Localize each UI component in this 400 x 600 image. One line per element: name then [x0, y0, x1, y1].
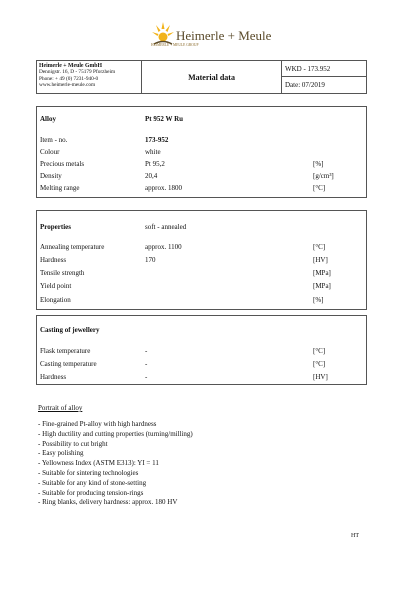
row-value: - — [145, 360, 148, 368]
row-unit: [°C] — [313, 243, 326, 251]
row-value: Pt 95,2 — [145, 160, 165, 168]
row-label: Casting temperature — [40, 360, 97, 368]
list-item: - Yellowness Index (ASTM E313): YI = 11 — [38, 459, 159, 468]
properties-row — [37, 254, 366, 266]
list-item: - Possibility to cut bright — [38, 439, 108, 448]
casting-row — [37, 358, 366, 370]
document-meta — [282, 61, 366, 93]
alloy-row — [37, 170, 366, 182]
casting-row — [37, 345, 366, 357]
alloy-row — [37, 182, 366, 194]
row-label: Hardness — [40, 256, 67, 264]
row-unit: [MPa] — [313, 269, 331, 277]
document-date: Date: 07/2019 — [285, 81, 325, 89]
row-label: Item - no. — [40, 136, 68, 144]
row-unit: [HV] — [313, 256, 328, 264]
author-initials: HT — [351, 533, 359, 539]
properties-section — [36, 210, 367, 310]
alloy-title-row — [37, 113, 366, 125]
properties-title-value: soft - annealed — [145, 223, 187, 231]
document-title: Material data — [142, 61, 282, 93]
properties-title-row — [37, 221, 366, 233]
row-label: Hardness — [40, 373, 67, 381]
row-label: Colour — [40, 148, 60, 156]
company-name: Heimerle + Meule GmbH — [39, 63, 103, 69]
row-value: approx. 1800 — [145, 184, 182, 192]
casting-row — [37, 371, 366, 383]
list-item: - Easy polishing — [38, 449, 84, 458]
alloy-section — [36, 106, 367, 198]
wkd-number: WKD - 173.952 — [282, 61, 366, 77]
row-value: 20,4 — [145, 172, 158, 180]
row-label: Melting range — [40, 184, 80, 192]
row-unit: [%] — [313, 160, 324, 168]
company-logo — [150, 20, 270, 56]
brand-name: Heimerle + Meule — [176, 28, 272, 43]
row-label: Density — [40, 172, 62, 180]
row-unit: [g/cm³] — [313, 172, 334, 180]
list-item: - Suitable for any kind of stone-setting — [38, 478, 147, 487]
row-label: Yield point — [40, 282, 72, 290]
company-phone: Phone: + 49 (0) 7231-940-0 — [39, 75, 99, 82]
row-value: - — [145, 347, 148, 355]
properties-row — [37, 294, 366, 306]
list-item: - High ductility and cutting properties (turning/milling) — [38, 429, 193, 438]
row-unit: [MPa] — [313, 282, 331, 290]
properties-row — [37, 267, 366, 279]
row-value: approx. 1100 — [145, 243, 182, 251]
row-label: Flask temperature — [40, 347, 91, 355]
row-value: 173-952 — [145, 136, 169, 144]
alloy-title-value: Pt 952 W Ru — [145, 115, 184, 123]
list-item: - Fine-grained Pt-alloy with high hardness — [38, 420, 157, 428]
row-label: Precious metals — [40, 160, 85, 168]
row-unit: [°C] — [313, 360, 326, 368]
row-label: Tensile strength — [40, 269, 85, 277]
row-label: Annealing temperature — [40, 243, 105, 251]
row-label: Elongation — [40, 296, 71, 304]
list-item: - Suitable for producing tension-rings — [38, 488, 144, 497]
properties-row — [37, 241, 366, 253]
row-value: - — [145, 373, 148, 381]
row-unit: [HV] — [313, 373, 328, 381]
row-unit: [%] — [313, 296, 324, 304]
brand-tagline: HEIMERLE + MEULE GROUP — [151, 43, 199, 47]
row-unit: [°C] — [313, 347, 326, 355]
company-address: Dennigstr. 16, D - 75179 Pforzheim — [39, 69, 116, 76]
properties-row — [37, 280, 366, 292]
alloy-row — [37, 134, 366, 146]
casting-title-row — [37, 324, 366, 336]
alloy-row — [37, 146, 366, 158]
company-info — [37, 61, 142, 93]
casting-section — [36, 315, 367, 385]
list-item: - Suitable for sintering technologies — [38, 468, 139, 477]
alloy-title-label: Alloy — [40, 115, 56, 123]
row-unit: [°C] — [313, 184, 326, 192]
feature-list — [38, 420, 193, 508]
list-item: - Ring blanks, delivery hardness: approx. 180 HV — [38, 498, 178, 507]
company-web: www.heimerle-meule.com — [39, 82, 96, 89]
portrait-title: Portrait of alloy — [38, 404, 83, 412]
properties-title-label: Properties — [40, 223, 71, 231]
row-value: 170 — [145, 256, 156, 264]
row-value: white — [145, 148, 161, 156]
alloy-row — [37, 158, 366, 170]
header-box — [36, 60, 367, 94]
casting-title-label: Casting of jewellery — [40, 326, 100, 334]
